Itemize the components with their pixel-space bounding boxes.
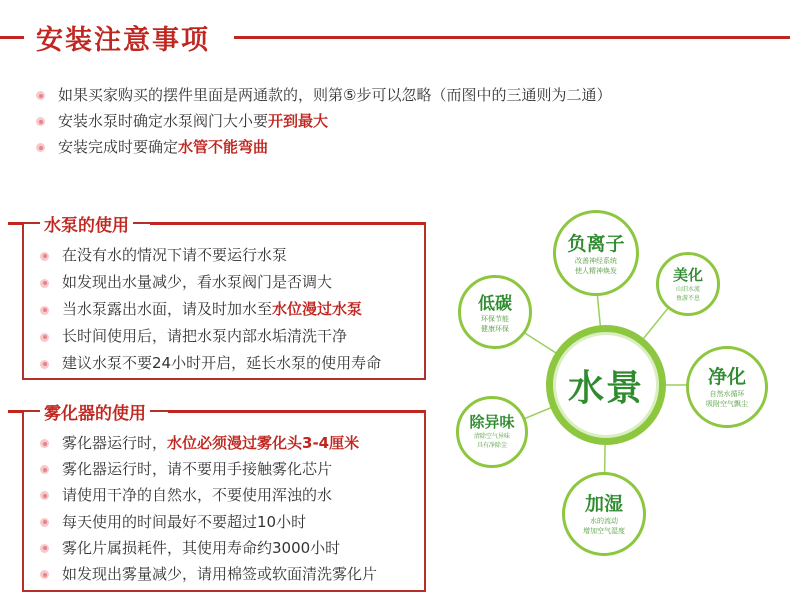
list-item — [40, 296, 381, 323]
node-subtext: 环保节能 — [481, 315, 509, 323]
node-subtext: 健康环保 — [481, 325, 509, 333]
node-subtext: 增加空气湿度 — [583, 527, 625, 535]
node-title: 净化 — [707, 366, 746, 388]
bullet-icon — [40, 465, 49, 474]
mist-maker-usage-box — [22, 404, 426, 592]
item-text: 当水泵露出水面，请及时加水至 — [62, 300, 273, 318]
note-text: 如果买家购买的摆件里面是两通款的，则第⑤步可以忽略（而图中的三通则为二通） — [58, 86, 612, 104]
list-item — [40, 350, 381, 377]
list-item — [40, 561, 377, 587]
item-text: 请使用干净的自然水，不要使用浑浊的水 — [62, 486, 333, 505]
benefit-node-low-carbon — [458, 275, 532, 349]
node-subtext: 自然水循环 — [709, 390, 745, 398]
note-text: 安装水泵时确定水泵阀门大小要 — [58, 112, 269, 130]
node-subtext: 鱼游不息 — [675, 295, 700, 302]
center-node-label: 水景 — [567, 367, 644, 409]
list-item — [36, 134, 611, 160]
item-text: 雾化器运行时，请不要用手接触雾化芯片 — [62, 460, 333, 479]
bullet-icon — [40, 306, 49, 315]
node-title: 负离子 — [567, 233, 625, 255]
bullet-icon — [40, 252, 49, 261]
node-title: 除异味 — [469, 413, 515, 431]
bullet-icon — [40, 360, 49, 369]
item-emphasis: 水位漫过水泵 — [272, 300, 363, 318]
benefit-node-negative-ions — [553, 210, 639, 296]
bullet-icon — [36, 117, 45, 126]
title-rule-left — [8, 410, 24, 413]
bullet-icon — [36, 143, 45, 152]
header-rule-right — [234, 36, 790, 39]
benefit-node-purify — [686, 346, 768, 428]
center-node-water-feature — [546, 325, 666, 445]
water-feature-benefits-diagram — [436, 200, 790, 611]
list-item — [40, 323, 381, 350]
item-text: 如发现出雾量减少，请用棉签或软面清洗雾化片 — [62, 564, 378, 583]
install-notes-list — [36, 82, 611, 160]
list-item — [36, 108, 611, 134]
list-item — [36, 82, 611, 108]
item-text: 建议水泵不要24小时开启，延长水泵的使用寿命 — [62, 354, 382, 372]
node-subtext: 山旧水流 — [675, 286, 700, 293]
node-subtext: 清除空气异味 — [473, 433, 510, 440]
note-emphasis: 开到最大 — [268, 112, 329, 130]
header-rule-left — [0, 36, 24, 39]
item-text: 长时间使用后，请把水泵内部水垢清洗干净 — [62, 327, 348, 345]
bullet-icon — [40, 544, 49, 553]
note-text: 安装完成时要确定 — [58, 138, 179, 156]
pump-usage-box — [22, 216, 426, 380]
node-subtext: 改善神经系统 — [575, 257, 617, 265]
item-emphasis: 水位必须漫过雾化头3-4厘米 — [167, 434, 360, 452]
item-text: 在没有水的情况下请不要运行水泵 — [62, 246, 288, 264]
benefit-node-humidify — [562, 472, 646, 556]
title-rule-right — [150, 222, 426, 225]
benefit-node-beautify — [656, 252, 720, 316]
node-subtext: 使人精神焕发 — [575, 267, 617, 275]
list-item — [40, 430, 377, 456]
mist-maker-usage-title: 雾化器的使用 — [40, 399, 150, 424]
title-rule-left — [8, 222, 24, 225]
item-text: 每天使用的时间最好不要超过10小时 — [62, 512, 307, 531]
bullet-icon — [40, 491, 49, 500]
bullet-icon — [40, 518, 49, 527]
list-item — [40, 269, 381, 296]
bullet-icon — [40, 439, 49, 448]
list-item — [40, 482, 377, 508]
mist-maker-usage-list — [40, 430, 377, 587]
title-rule-right — [168, 410, 426, 413]
node-subtext: 水的流动 — [590, 517, 618, 525]
pump-usage-list — [40, 242, 381, 377]
node-title: 低碳 — [478, 294, 512, 314]
list-item — [40, 535, 377, 561]
bullet-icon — [40, 279, 49, 288]
item-text: 如发现出水量减少，看水泵阀门是否调大 — [62, 273, 333, 291]
node-subtext: 具有净除尘 — [476, 442, 507, 449]
item-text: 雾化片属损耗件，其使用寿命约3000小时 — [62, 538, 341, 557]
note-emphasis: 水管不能弯曲 — [178, 138, 269, 156]
node-title: 美化 — [672, 266, 703, 284]
item-text: 雾化器运行时， — [62, 434, 168, 452]
bullet-icon — [36, 91, 45, 100]
page-title: 安装注意事项 — [36, 25, 210, 56]
list-item — [40, 456, 377, 482]
pump-usage-title: 水泵的使用 — [40, 211, 133, 236]
node-subtext: 吸附空气飘尘 — [706, 400, 748, 408]
bullet-icon — [40, 570, 49, 579]
benefit-node-deodorize — [456, 396, 528, 468]
list-item — [40, 242, 381, 269]
list-item — [40, 509, 377, 535]
node-title: 加湿 — [584, 493, 623, 515]
bullet-icon — [40, 333, 49, 342]
